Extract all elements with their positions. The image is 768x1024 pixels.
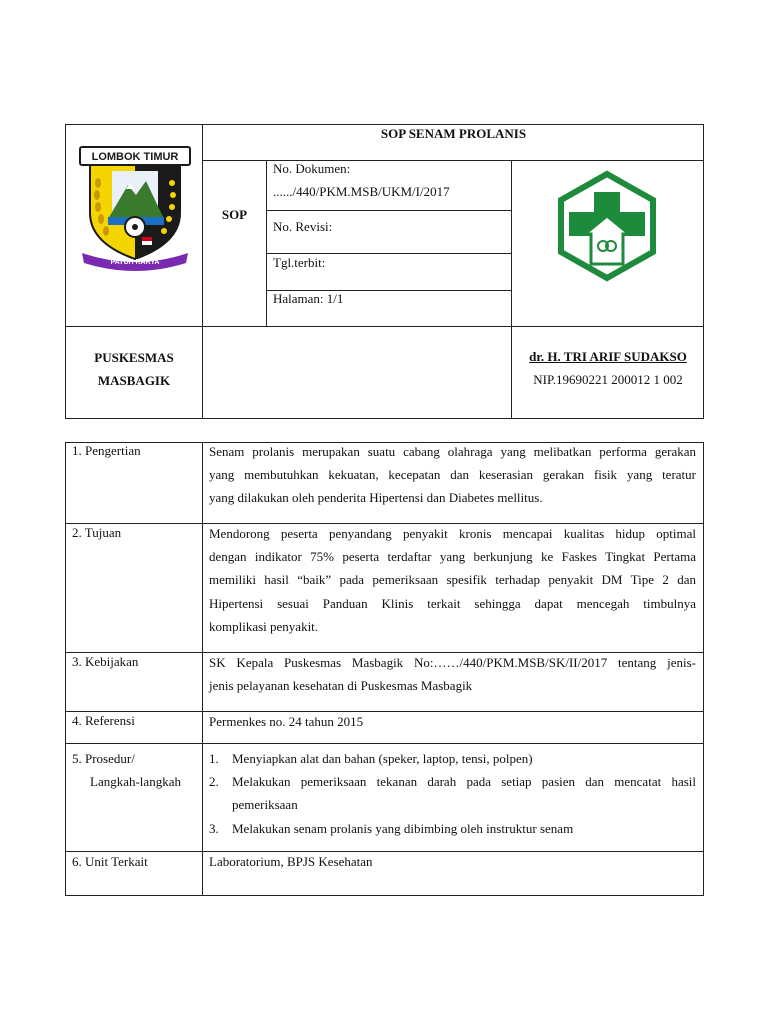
section-label-kebijakan: 3. Kebijakan: [72, 654, 139, 669]
step-number: 3.: [209, 821, 219, 836]
logo-ribbon-text: PATUH KARYA: [110, 259, 160, 266]
section-text-line: komplikasi penyakit.: [209, 619, 319, 634]
divider: [266, 210, 511, 211]
divider: [65, 711, 704, 712]
sop-label: SOP: [221, 207, 248, 222]
section-label-prosedur-line2: Langkah-langkah: [90, 774, 181, 789]
section-text-line: Senam prolanis merupakan suatu cabang olahraga yang melibatkan performa gerakan: [209, 444, 696, 459]
section-text-line: SK Kepala Puskesmas Masbagik No:……/440/PKM.MSB/SK/II/2017 tentang jenis-: [209, 655, 696, 670]
puskesmas-logo: [555, 170, 659, 282]
puskesmas-cross-hexagon-icon: [555, 170, 659, 282]
divider: [202, 124, 203, 419]
section-label-referensi: 4. Referensi: [72, 713, 135, 728]
section-text-line: jenis pelayanan kesehatan di Puskesmas Masbagik: [209, 678, 473, 693]
field-label-document-number: No. Dokumen:: [273, 161, 351, 176]
field-label-issue-date: Tgl.terbit:: [273, 255, 326, 270]
divider: [202, 442, 203, 896]
lombok-timur-logo: [76, 143, 194, 271]
logo-banner-text: LOMBOK TIMUR: [91, 151, 179, 163]
step-text: Melakukan pemeriksaan tekanan darah pada setiap pasien dan mencatat hasil: [232, 774, 696, 789]
field-value-document-number: ....../440/PKM.MSB/UKM/I/2017: [273, 184, 450, 199]
section-label-unit-terkait: 6. Unit Terkait: [72, 854, 148, 869]
section-label-pengertian: 1. Pengertian: [72, 443, 141, 458]
section-text-line: Laboratorium, BPJS Kesehatan: [209, 854, 373, 869]
section-label-tujuan: 2. Tujuan: [72, 525, 122, 540]
step-number: 2.: [209, 774, 219, 789]
lombok-timur-crest-icon: [76, 143, 194, 271]
section-text-line: yang membutuhkan kekuatan, kecepatan dan keserasian gerakan fisik yang teratur: [209, 467, 696, 482]
organization-name-line2: MASBAGIK: [97, 373, 171, 388]
document-title: SOP SENAM PROLANIS: [380, 126, 527, 141]
section-text-line: memiliki hasil “baik” pada pemeriksaan spesifik terhadap penyakit DM Tipe 2 dan: [209, 572, 696, 587]
section-text-line: dengan indikator 75% peserta terdaftar yang berkunjung ke Faskes Tingkat Pertama: [209, 549, 696, 564]
divider: [65, 326, 704, 327]
signer-name: dr. H. TRI ARIF SUDAKSO: [529, 349, 687, 364]
divider: [65, 743, 704, 744]
step-text: Menyiapkan alat dan bahan (speker, laptop, tensi, polpen): [232, 751, 533, 766]
step-text: Melakukan senam prolanis yang dibimbing oleh instruktur senam: [232, 821, 574, 836]
section-text-line: yang dilakukan oleh penderita Hipertensi dan Diabetes mellitus.: [209, 490, 543, 505]
step-number: 1.: [209, 751, 219, 766]
field-label-revision: No. Revisi:: [273, 219, 333, 234]
divider: [266, 160, 267, 326]
divider: [65, 851, 704, 852]
section-text-line: Hipertensi sesuai Panduan Klinis terkait sehingga dapat mencegah timbulnya: [209, 596, 696, 611]
section-text-line: Permenkes no. 24 tahun 2015: [209, 714, 364, 729]
section-label-prosedur: 5. Prosedur/: [72, 751, 135, 766]
step-text: pemeriksaan: [232, 797, 298, 812]
signer-nip: NIP.19690221 200012 1 002: [533, 372, 683, 387]
organization-name-line1: PUSKESMAS: [94, 350, 174, 365]
section-text-line: Mendorong peserta penyandang penyakit kronis mencapai kualitas hidup optimal: [209, 526, 696, 541]
field-label-page: Halaman: 1/1: [273, 291, 344, 306]
